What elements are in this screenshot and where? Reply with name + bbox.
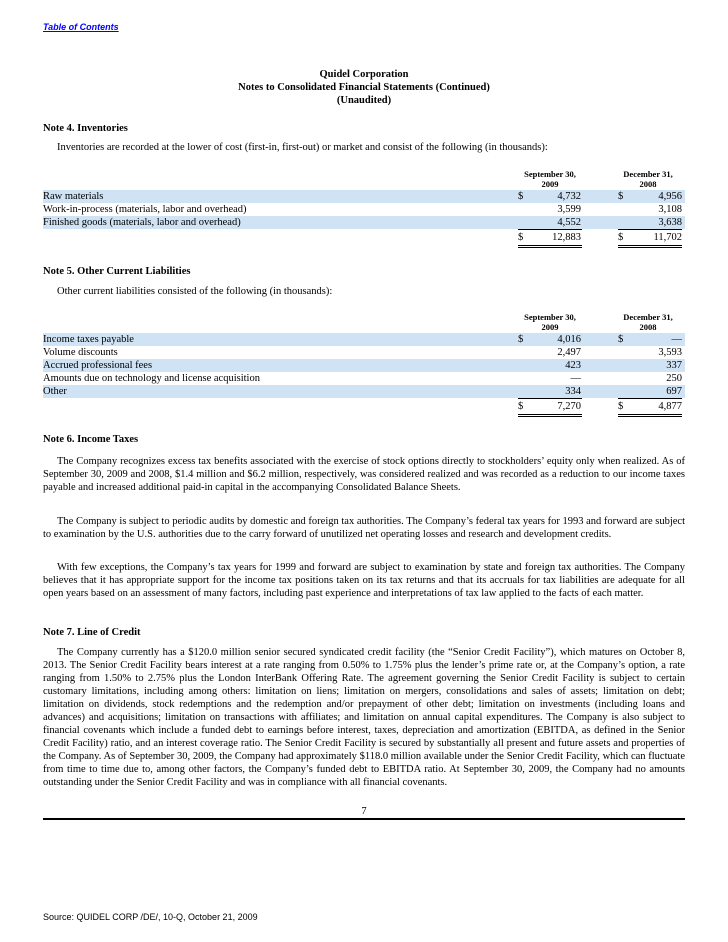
- value-2008: 4,956: [658, 191, 682, 202]
- value-2009: 334: [565, 386, 581, 397]
- currency-symbol: $: [618, 232, 624, 243]
- subtotal-rule: [518, 398, 582, 399]
- value-2008: 3,108: [658, 204, 682, 215]
- currency-symbol: $: [618, 401, 624, 412]
- note5-title: Note 5. Other Current Liabilities: [43, 266, 191, 277]
- currency-symbol: $: [518, 232, 524, 243]
- value-2009: 423: [565, 360, 581, 371]
- total-double-rule: [518, 245, 582, 248]
- value-2009: 4,552: [557, 217, 581, 228]
- statement-subtitle: Notes to Consolidated Financial Statements (Continued): [238, 82, 490, 93]
- table-row: [43, 203, 685, 216]
- value-2008: 337: [666, 360, 682, 371]
- source-footer: Source: QUIDEL CORP /DE/, 10-Q, October 21, 2009: [43, 912, 258, 922]
- row-label: Income taxes payable: [43, 334, 134, 345]
- value-2008: —: [671, 334, 682, 345]
- table-total-row: [43, 400, 685, 413]
- note5-col-header-2008: December 31, 2008: [613, 312, 683, 332]
- table-row: [43, 333, 685, 346]
- table-row: [43, 359, 685, 372]
- note6-title: Note 6. Income Taxes: [43, 434, 139, 445]
- value-2009: 4,016: [557, 334, 581, 345]
- value-2008: 697: [666, 386, 682, 397]
- total-2009: 7,270: [557, 401, 581, 412]
- note5-intro: Other current liabilities consisted of the following (in thousands):: [57, 286, 333, 297]
- total-double-rule: [518, 414, 582, 417]
- value-2009: 2,497: [557, 347, 581, 358]
- note5-col-header-2009: September 30, 2009: [515, 312, 585, 332]
- note4-col-header-2009: September 30, 2009: [515, 169, 585, 189]
- table-row: [43, 216, 685, 229]
- value-2009: —: [570, 373, 581, 384]
- note6-paragraph-1: The Company recognizes excess tax benefits associated with the exercise of stock options directly to stockholders’ equity only when realized. As of September 30, 2009 and 2008, $1.4 million and $6.2 million, respectively, was considered realized and was recorded as a reduction to our income taxes payable and increased additional paid-in capital in the accompanying Consolidated Balance Sheets.: [43, 456, 685, 493]
- currency-symbol: $: [518, 191, 524, 202]
- row-label: Raw materials: [43, 191, 104, 202]
- currency-symbol: $: [618, 191, 624, 202]
- row-label: Volume discounts: [43, 347, 118, 358]
- row-label: Accrued professional fees: [43, 360, 153, 371]
- currency-symbol: $: [518, 401, 524, 412]
- unaudited-label: (Unaudited): [336, 95, 392, 106]
- value-2008: 250: [666, 373, 682, 384]
- total-2008: 4,877: [658, 401, 682, 412]
- note6-paragraph-3: With few exceptions, the Company’s tax years for 1999 and forward are subject to examination by state and foreign tax authorities. The Company believes that it has appropriate support for the income tax positions taken on its tax returns and that its accruals for tax liabilities are adequate for all open years based on an assessment of many factors, including past experience and interpretations of tax law applied to the facts of each matter.: [43, 562, 685, 599]
- table-row: [43, 190, 685, 203]
- page-divider: [43, 818, 685, 820]
- row-label: Finished goods (materials, labor and overhead): [43, 217, 241, 228]
- subtotal-rule: [618, 229, 682, 230]
- currency-symbol: $: [618, 334, 624, 345]
- value-2008: 3,593: [658, 347, 682, 358]
- value-2009: 3,599: [557, 204, 581, 215]
- note4-intro: Inventories are recorded at the lower of cost (first-in, first-out) or market and consist of the following (in thousands):: [57, 142, 548, 153]
- table-total-row: [43, 231, 685, 244]
- value-2008: 3,638: [658, 217, 682, 228]
- table-row: [43, 372, 685, 385]
- subtotal-rule: [618, 398, 682, 399]
- row-label: Other: [43, 386, 67, 397]
- total-double-rule: [618, 245, 682, 248]
- total-2009: 12,883: [552, 232, 581, 243]
- page-number: 7: [361, 806, 367, 817]
- row-label: Work-in-process (materials, labor and overhead): [43, 204, 247, 215]
- note4-title: Note 4. Inventories: [43, 123, 128, 134]
- table-row: [43, 385, 685, 398]
- currency-symbol: $: [518, 334, 524, 345]
- table-row: [43, 346, 685, 359]
- note7-paragraph-1: The Company currently has a $120.0 million senior secured syndicated credit facility (the “Senior Credit Facility”), which matures on October 8, 2013. The Senior Credit Facility bears interest at a rate ranging from 0.50% to 1.75% plus the lender’s prime rate or, at the Company’s option, a rate ranging from 1.50% to 2.75% plus the London InterBank Offering Rate. The agreement governing the Senior Credit Facility is subject to certain customary limitations, including among others: limitation on liens; limitation on mergers, consolidations and sales of assets; limitation on debt; limitation on dividends, stock redemptions and the redemption and/or prepayment of other debt; limitation on investments (including loans and advances) and acquisitions; limitation on transactions with affiliates; and limitation on annual capital expenditures. The Company is also subject to financial covenants which include a funded debt to earnings before interest, taxes, depreciation and amortization (EBITDA, as defined in the Senior Credit Facility) ratio, and an interest coverage ratio. The Senior Credit Facility is secured by substantially all present and future assets and properties of the Company. As of September 30, 2009, the Company had approximately $118.0 million available under the Senior Credit Facility, which can fluctuate from time to time due to, among other factors, the Company’s funded debt to EBITDA ratio. At September 30, 2009, the Company had no amounts outstanding under the Senior Credit Facility and was in compliance with all financial covenants.: [43, 647, 685, 788]
- total-2008: 11,702: [653, 232, 682, 243]
- note6-paragraph-2: The Company is subject to periodic audits by domestic and foreign tax authorities. The Company’s federal tax years for 1993 and forward are subject to examination by the U.S. authorities due to the carry forward of unutilized net operating losses and research and development credits.: [43, 516, 685, 540]
- value-2009: 4,732: [557, 191, 581, 202]
- company-name: Quidel Corporation: [319, 69, 409, 80]
- note4-col-header-2008: December 31, 2008: [613, 169, 683, 189]
- table-of-contents-link[interactable]: Table of Contents: [43, 22, 119, 32]
- total-double-rule: [618, 414, 682, 417]
- note7-title: Note 7. Line of Credit: [43, 627, 141, 638]
- row-label: Amounts due on technology and license acquisition: [43, 373, 260, 384]
- subtotal-rule: [518, 229, 582, 230]
